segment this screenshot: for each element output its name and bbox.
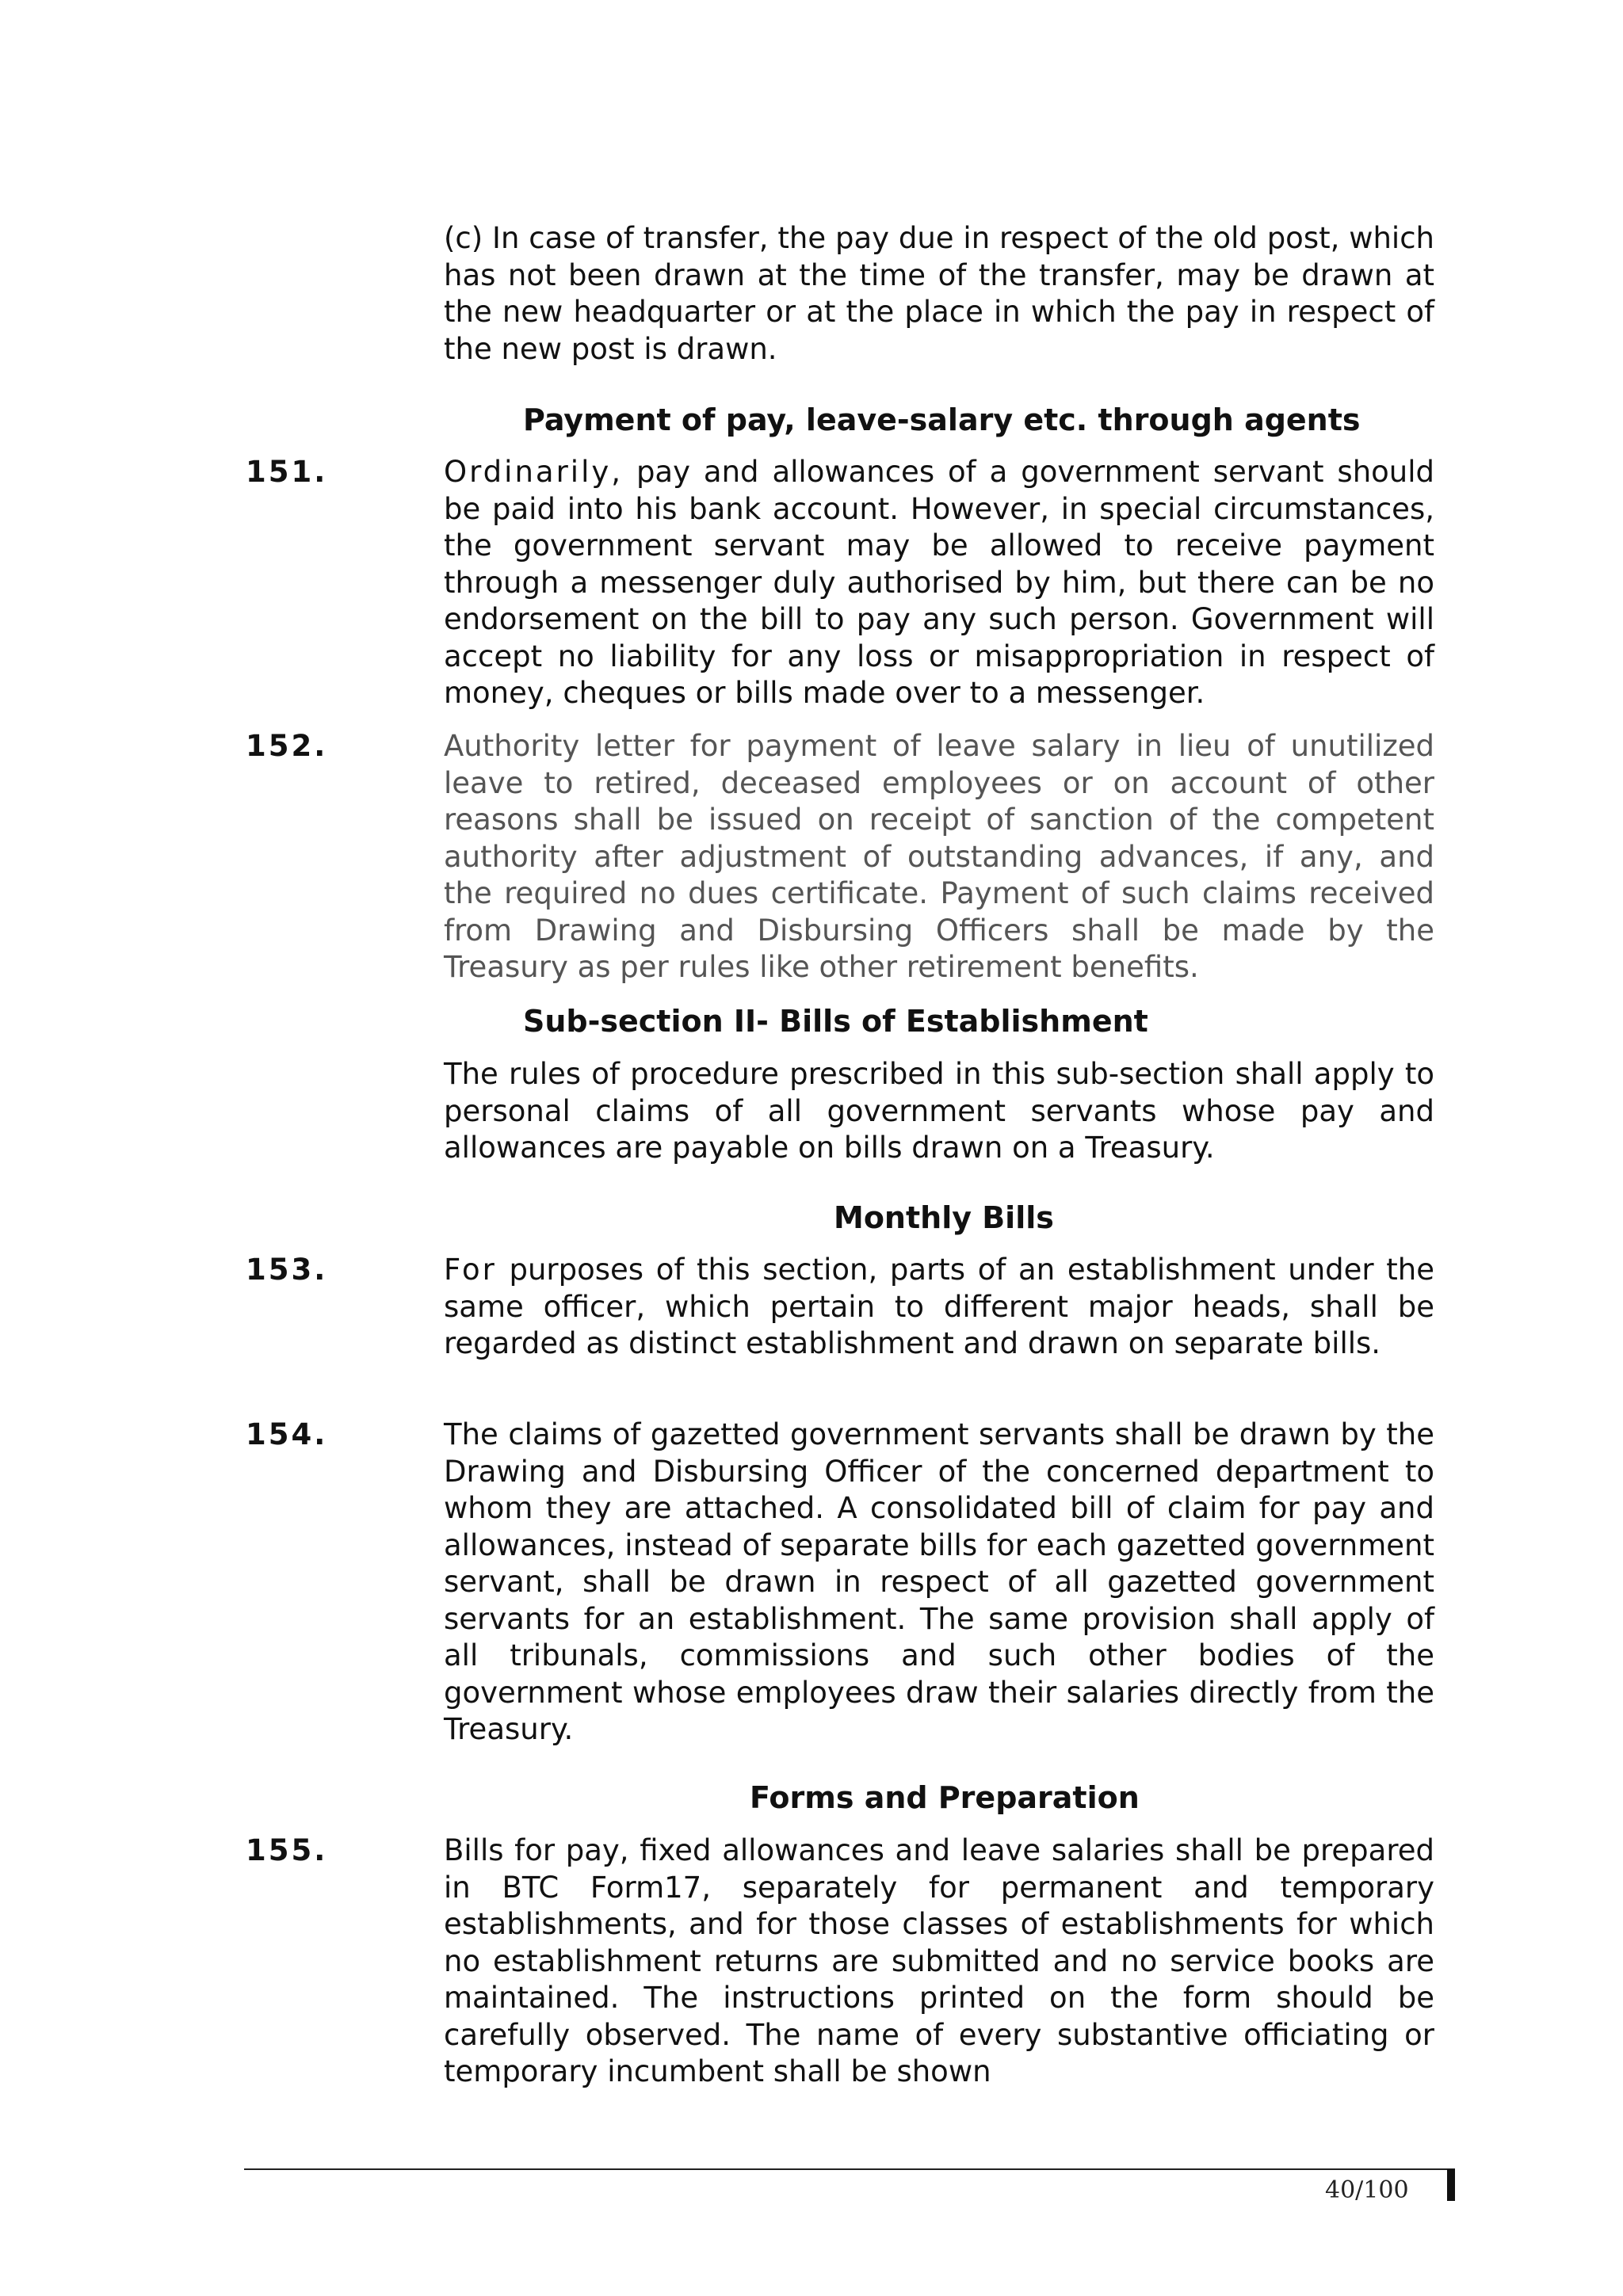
rule-151-number: 151. <box>246 455 328 489</box>
page-number: 40/100 <box>1325 2176 1409 2204</box>
rule-153-text <box>444 1252 1434 1363</box>
heading-forms-and-preparation: Forms and Preparation <box>750 1780 1140 1815</box>
heading-subsection-ii: Sub-section II- Bills of Establishment <box>523 1004 1148 1039</box>
rule-152-number: 152. <box>246 729 328 763</box>
heading-payment-through-agents: Payment of pay, leave-salary etc. through agents <box>523 402 1361 437</box>
rule-154-text: The claims of gazetted government servants shall be drawn by the Drawing and Disbursing Officer of the concerned department to whom they are attached. A consolidated bill of claim for pay and allowances, instead of separate bills for each gazetted government servant, shall be drawn in respect of all gazetted government servants for an establishment. The same provision shall apply of all tribunals, commissions and such other bodies of the government whose employees draw their salaries directly from the Treasury. <box>444 1417 1434 1746</box>
rule-152-text: Authority letter for payment of leave salary in lieu of unutilized leave to retired, deceased employees or on account of other reasons shall be issued on receipt of sanction of the competent authority after adjustment of outstanding advances, if any, and the required no dues certificate. Payment of such claims received from Drawing and Disbursing Officers shall be made by the Treasury as per rules like other retirement benefits. <box>444 729 1434 984</box>
rule-153-number: 153. <box>246 1253 328 1287</box>
rule-153-body: purposes of this section, parts of an establishment under the same officer, which pertain to different major heads, shall be regarded as distinct establishment and drawn on separate bills. <box>444 1253 1434 1360</box>
rule-151-lead: Ordinarily, <box>444 455 624 489</box>
footer-bar <box>1447 2169 1455 2201</box>
rule-151-text <box>444 454 1434 712</box>
paragraph-c: (c) In case of transfer, the pay due in respect of the old post, which has not been drawn at the time of the transfer, may be drawn at the new headquarter or at the place in which the pay in respect of the new post is drawn. <box>444 221 1434 366</box>
rule-154-number: 154. <box>246 1417 328 1451</box>
subsection-intro: The rules of procedure prescribed in this sub-section shall apply to personal claims of all government servants whose pay and allowances are payable on bills drawn on a Treasury. <box>444 1057 1434 1165</box>
rule-151-body: pay and allowances of a government servant should be paid into his bank account. However, in special circumstances, the government servant may be allowed to receive payment through a messenger duly authorised by him, but there can be no endorsement on the bill to pay any such person. Government will accept no liability for any loss or misappropriation in respect of money, cheques or bills made over to a messenger. <box>444 455 1434 710</box>
footer-rule <box>244 2168 1455 2170</box>
rule-155-number: 155. <box>246 1833 328 1867</box>
heading-monthly-bills: Monthly Bills <box>834 1200 1054 1235</box>
rule-153-lead: For <box>444 1253 497 1287</box>
rule-155-text: Bills for pay, fixed allowances and leave salaries shall be prepared in BTC Form17, separately for permanent and temporary establishments, and for those classes of establishments for which no establishment returns are submitted and no service books are maintained. The instructions printed on the form should be carefully observed. The name of every substantive officiating or temporary incumbent shall be shown <box>444 1833 1434 2088</box>
